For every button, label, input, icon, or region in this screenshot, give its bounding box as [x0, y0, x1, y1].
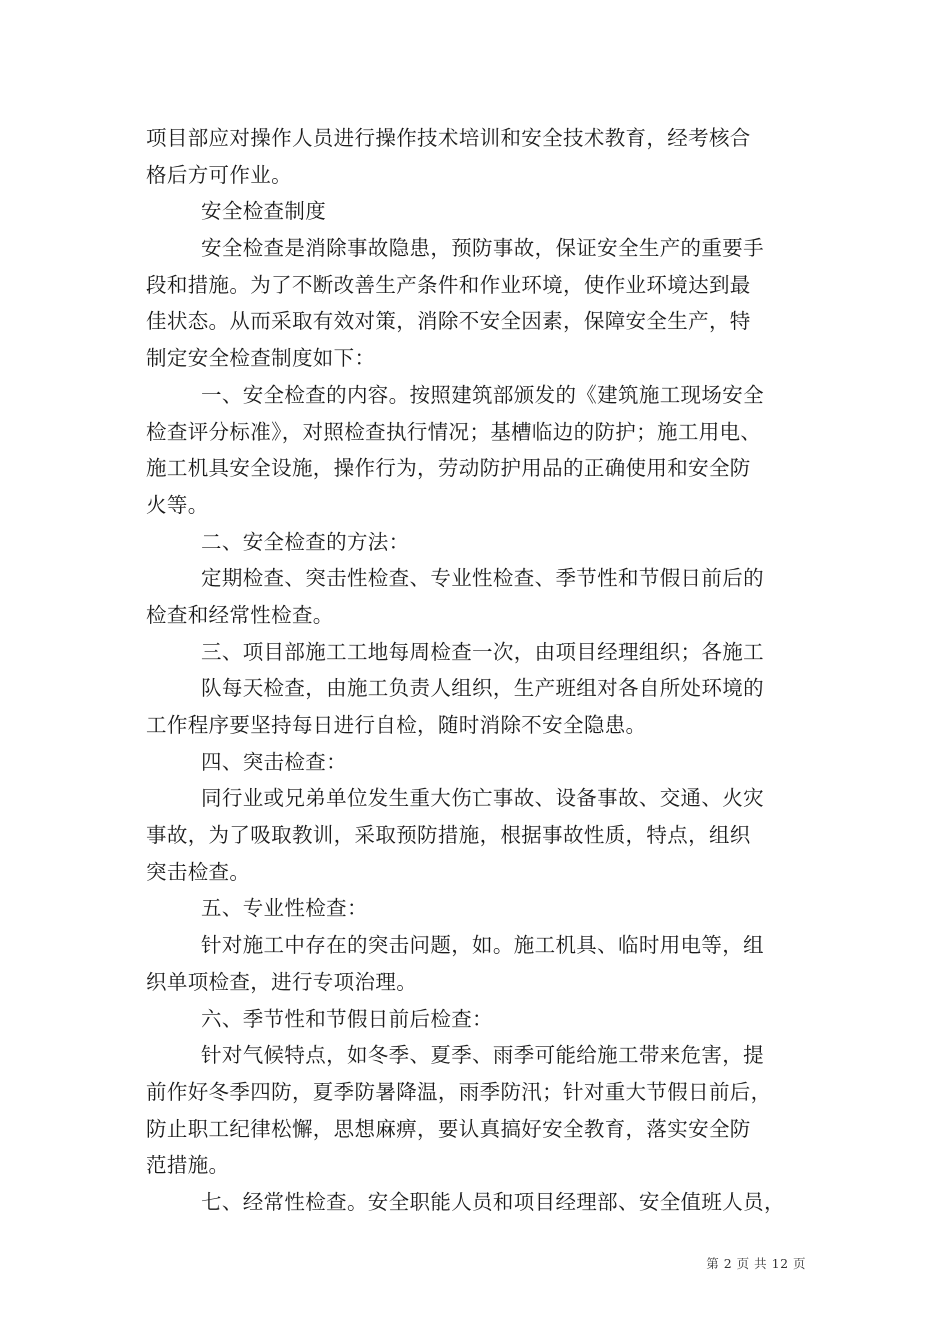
text-line: 施工机具安全设施，操作行为，劳动防护用品的正确使用和安全防 [146, 456, 751, 481]
text-line: 检查和经常性检查。 [146, 602, 334, 627]
text-line: 突击检查。 [146, 859, 251, 884]
text-line: 检查评分标准》，对照检查执行情况；基槽临边的防护；施工用电、 [146, 419, 762, 444]
text-line: 针对施工中存在的突击问题，如。施工机具、临时用电等，组 [201, 933, 764, 958]
text-line: 二、安全检查的方法： [201, 529, 410, 554]
text-line: 定期检查、突击性检查、专业性检查、季节性和节假日前后的 [201, 566, 764, 591]
text-line: 事故，为了吸取教训，采取预防措施，根据事故性质，特点，组织 [146, 823, 751, 848]
text-line: 三、项目部施工工地每周检查一次，由项目经理组织；各施工 [201, 639, 764, 664]
text-line: 范措施。 [146, 1153, 230, 1178]
text-line: 防止职工纪律松懈，思想麻痹，要认真搞好安全教育，落实安全防 [146, 1116, 751, 1141]
text-line: 队每天检查，由施工负责人组织，生产班组对各自所处环境的 [201, 676, 764, 701]
text-line: 五、专业性检查： [201, 896, 368, 921]
text-line: 佳状态。从而采取有效对策，消除不安全因素，保障安全生产，特 [146, 309, 751, 334]
text-line: 四、突击检查： [201, 749, 347, 774]
document-body [146, 120, 806, 1221]
text-line: 六、季节性和节假日前后检查： [201, 1006, 493, 1031]
text-line: 一、安全检查的内容。按照建筑部颁发的《建筑施工现场安全 [201, 382, 764, 407]
text-line: 针对气候特点，如冬季、夏季、雨季可能给施工带来危害，提 [201, 1043, 764, 1068]
text-line: 制定安全检查制度如下： [146, 346, 376, 371]
text-line: 同行业或兄弟单位发生重大伤亡事故、设备事故、交通、火灾 [201, 786, 764, 811]
text-line: 安全检查制度 [201, 199, 327, 224]
text-line: 织单项检查，进行专项治理。 [146, 969, 418, 994]
text-line: 格后方可作业。 [146, 162, 292, 187]
text-line: 七、经常性检查。安全职能人员和项目经理部、安全值班人员， [201, 1189, 785, 1214]
text-line: 工作程序要坚持每日进行自检，随时消除不安全隐患。 [146, 713, 647, 737]
page-footer: 第 2 页 共 12 页 [706, 1256, 806, 1271]
text-line: 项目部应对操作人员进行操作技术培训和安全技术教育，经考核合 [146, 126, 751, 150]
text-line: 段和措施。为了不断改善生产条件和作业环境，使作业环境达到最 [146, 272, 751, 297]
text-line: 火等。 [146, 492, 209, 517]
text-line: 前作好冬季四防，夏季防暑降温，雨季防汛；针对重大节假日前后， [146, 1079, 772, 1104]
text-line: 安全检查是消除事故隐患，预防事故，保证安全生产的重要手 [201, 236, 764, 261]
